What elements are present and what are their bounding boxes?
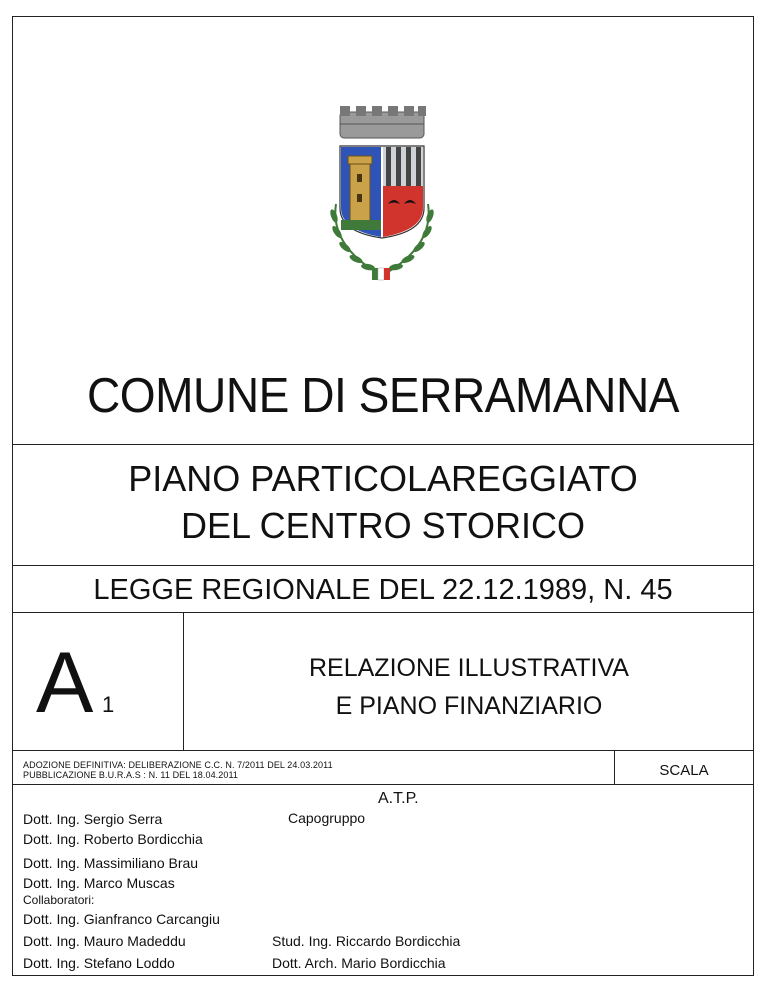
coat-of-arms-emblem: [326, 104, 438, 284]
collaborators-label: Collaboratori:: [23, 893, 95, 907]
team-member: Dott. Ing. Massimiliano Brau: [23, 855, 199, 871]
document-code: A: [36, 635, 94, 731]
document-code-subscript: 1: [102, 692, 115, 717]
team-member: Dott. Ing. Roberto Bordicchia: [23, 831, 203, 847]
shield-icon: [340, 146, 424, 238]
capogruppo-label: Capogruppo: [288, 810, 366, 826]
adoption-note: ADOZIONE DEFINITIVA: DELIBERAZIONE C.C. N. 7/2011 DEL 24.03.2011: [23, 760, 333, 770]
ribbon-icon: [372, 268, 390, 280]
divider: [12, 750, 754, 751]
collaborator: Dott. Ing. Gianfranco Carcangiu: [23, 911, 220, 927]
divider: [12, 784, 754, 785]
plan-title-line1: PIANO PARTICOLAREGGIATO: [128, 458, 638, 499]
law-reference: LEGGE REGIONALE DEL 22.12.1989, N. 45: [93, 574, 673, 606]
divider: [12, 444, 754, 445]
crown-icon: [340, 106, 426, 138]
team-member: Dott. Ing. Sergio Serra: [23, 811, 163, 827]
collaborator: Dott. Ing. Mauro Madeddu: [23, 933, 186, 949]
atp-label: A.T.P.: [378, 790, 419, 807]
collaborator: Stud. Ing. Riccardo Bordicchia: [272, 933, 461, 949]
document-title-line2: E PIANO FINANZIARIO: [335, 692, 603, 720]
collaborator: Dott. Arch. Mario Bordicchia: [272, 955, 446, 971]
divider: [12, 612, 754, 613]
comune-title: COMUNE DI SERRAMANNA: [87, 369, 679, 423]
publication-note: PUBBLICAZIONE B.U.R.A.S : N. 11 DEL 18.04.2011: [23, 770, 239, 780]
collaborator: Dott. Ing. Stefano Loddo: [23, 955, 175, 971]
document-title-line1: RELAZIONE ILLUSTRATIVA: [309, 654, 629, 682]
team-member: Dott. Ing. Marco Muscas: [23, 875, 175, 891]
plan-title-line2: DEL CENTRO STORICO: [180, 505, 586, 546]
scale-label: SCALA: [659, 762, 709, 779]
divider: [12, 565, 754, 566]
